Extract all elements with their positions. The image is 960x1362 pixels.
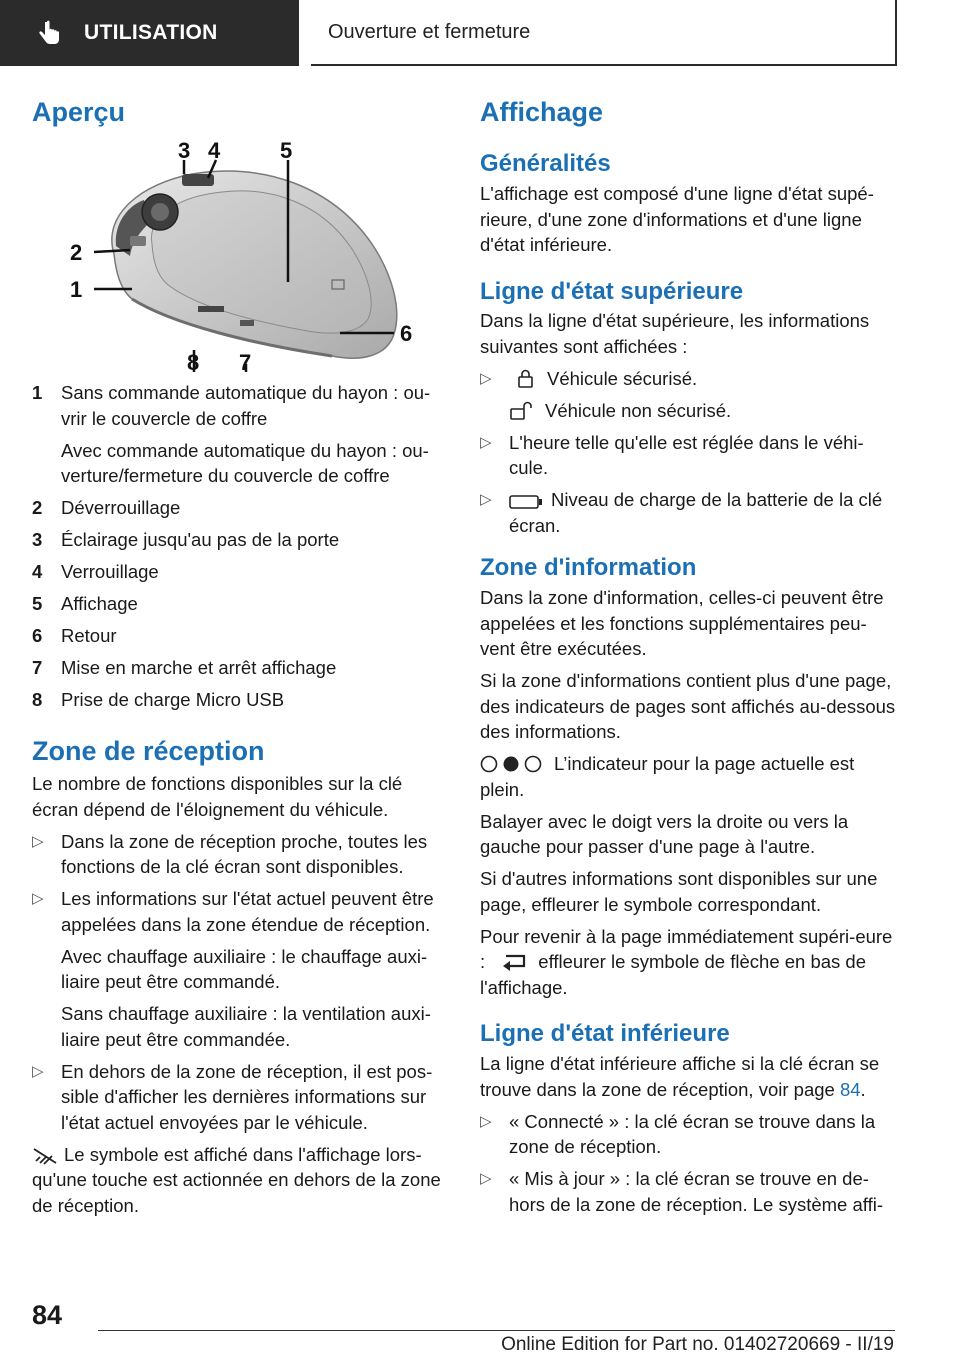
legend-text: Avec commande automatique du hayon : ou-verture/fermeture du couvercle de coffre: [61, 439, 429, 487]
display-key-illustration: [32, 134, 450, 372]
info-paragraph: Si d'autres informations sont disponibles sur une page, effleurer le symbole correspondant.: [480, 868, 878, 915]
callout-5: 5: [280, 138, 293, 164]
legend-item: [32, 559, 450, 585]
left-column: [32, 96, 450, 1218]
legend-text: Sans commande automatique du hayon : ou-vrir le couvercle de coffre: [61, 382, 431, 429]
legend-number: 7: [32, 657, 43, 679]
list-item: [32, 1059, 450, 1136]
list-item: [480, 487, 900, 538]
legend-number: 3: [32, 529, 43, 551]
legend-item: [32, 687, 450, 713]
legend-item: [32, 623, 450, 649]
chapter-tab: [311, 0, 897, 66]
figure-legend: [32, 380, 450, 713]
legend-number: 1: [32, 382, 43, 404]
triangle-bullet-icon: ▷: [480, 433, 492, 451]
legend-item: [32, 527, 450, 553]
list-item: [480, 430, 900, 481]
info-paragraph: effleurer le symbole de flèche en bas de l'affichage.: [480, 951, 867, 998]
legend-text: Mise en marche et arrêt affichage: [61, 657, 337, 679]
bullet-text: Avec chauffage auxiliaire : le chauffage auxi-liaire peut être commandé.: [61, 945, 428, 993]
generalites-text: L'affichage est composé d'une ligne d'état supé-rieure, d'une zone d'informations et d'une ligne d'état inférieure.: [480, 183, 874, 256]
info-paragraph: Dans la zone d'information, celles-ci peuvent être appelées et les fonctions supplémentaires peu-vent être exécutées.: [480, 587, 884, 660]
ligne-sup-intro: Dans la ligne d'état supérieure, les informations suivantes sont affichées :: [480, 310, 870, 357]
legend-number: 5: [32, 593, 43, 615]
back-arrow-icon: [500, 952, 530, 972]
unsecured-text: Véhicule non sécurisé.: [545, 399, 732, 421]
legend-text: Retour: [61, 625, 117, 647]
time-text: L'heure telle qu'elle est réglée dans le véhi-cule.: [509, 431, 864, 479]
callout-7: 7: [239, 350, 252, 373]
heading-affichage: Affichage: [480, 97, 604, 127]
zone-note: [32, 1142, 450, 1219]
legend-text: Éclairage jusqu'au pas de la porte: [61, 529, 340, 551]
ligne-sup-list: [480, 366, 900, 539]
lock-closed-icon: [515, 369, 537, 389]
callout-6: 6: [400, 321, 413, 347]
zone-note-text: Le symbole est affiché dans l'affichage lors-qu'une touche est actionnée en dehors de la zone de réception.: [32, 1143, 441, 1216]
legend-number: 2: [32, 497, 43, 519]
legend-number: 4: [32, 561, 43, 583]
list-item: [32, 886, 450, 1052]
bullet-text: En dehors de la zone de réception, il est pos-sible d'afficher les dernières informations sur l'état actuel envoyées par le véhicule.: [61, 1060, 433, 1133]
right-column: Affichage Généralités L'affichage est composé d'une ligne d'état supé-rieure, d'une zone d'informations et d'une ligne d'état inférieure. Ligne d'état supérieure Dans la ligne d'état supérieure, les informations suivantes sont affichées : ▷ Véhicule sécurisé. Véhicule non sécurisé. ▷ L'heure telle qu'elle est réglée dans le véhi-cule. ▷ Niveau de charge de la batterie de la clé écran. Zone d'information Dans la zone d'information, celles-ci peuvent être appelées et les fonctions supplémentaires peu-vent être exécutées. Si la zone d'informations contient plus d'une page, des indicateurs de pages sont affichés au-dessous des informations. L’indicateur pour la page actuelle est plein. Balayer avec le doigt vers la droite ou vers la gauche pour passer d'une page à l'autre. Si d'autres informations sont disponibles sur une page, effleurer le symbole correspondant. Pour revenir à la page immédiatement supéri-eure : effleurer le symbole de flèche en bas de l'affichage. Ligne d'état inférieure La ligne d'état inférieure affiche si la clé écran se trouve dans la zone de réception, voir page 84. ▷ « Connecté » : la clé écran se trouve dans la zone de réception. ▷ « Mis à jour » : la clé écran se trouve en de-hors de la zone de réception. Le système affi-: [480, 96, 900, 1224]
legend-number: 6: [32, 625, 43, 647]
legend-item: [32, 380, 450, 489]
legend-item: [32, 591, 450, 617]
heading-ligne-superieure: Ligne d'état supérieure: [480, 277, 744, 305]
section-tab: [0, 0, 299, 66]
legend-text: Verrouillage: [61, 561, 159, 583]
callout-2: 2: [70, 240, 83, 266]
heading-generalites: Généralités: [480, 150, 611, 178]
info-paragraph: Si la zone d'informations contient plus d'une page, des indicateurs de pages sont affichés au-dessous des informations.: [480, 670, 896, 743]
heading-apercu: Aperçu: [32, 97, 126, 127]
display-key-figure: [32, 134, 450, 372]
callout-8: 8: [187, 350, 200, 373]
secured-text: Véhicule sécurisé.: [547, 367, 698, 389]
bullet-text: « Mis à jour » : la clé écran se trouve en de-hors de la zone de réception. Le système affi-: [509, 1168, 883, 1215]
legend-item: [32, 655, 450, 681]
battery-icon: [509, 494, 543, 510]
list-item: [480, 1109, 900, 1160]
heading-zone-information: Zone d'information: [480, 554, 697, 582]
info-paragraph: L’indicateur pour la page actuelle est plein.: [480, 753, 855, 800]
ligne-inf-intro: La ligne d'état inférieure affiche si la clé écran se trouve dans la zone de réception, voir page: [480, 1053, 880, 1100]
triangle-bullet-icon: ▷: [480, 491, 492, 509]
bullet-text: Dans la zone de réception proche, toutes les fonctions de la clé écran sont disponibles.: [61, 830, 428, 878]
triangle-bullet-icon: ▷: [480, 1170, 492, 1188]
list-item: [480, 1166, 900, 1217]
list-item: [480, 366, 900, 424]
legend-text: Affichage: [61, 593, 138, 615]
legend-text: Prise de charge Micro USB: [61, 689, 285, 711]
battery-text: Niveau de charge de la batterie de la clé écran.: [509, 489, 883, 536]
no-signal-icon: [32, 1147, 58, 1165]
section-title: UTILISATION: [84, 21, 218, 44]
ligne-inf-list: [480, 1109, 900, 1218]
bullet-text: « Connecté » : la clé écran se trouve dans la zone de réception.: [509, 1110, 876, 1158]
info-paragraph: Balayer avec le doigt vers la droite ou vers la gauche pour passer d'une page à l'autre.: [480, 810, 849, 858]
legend-text: Déverrouillage: [61, 497, 181, 519]
hand-touch-icon: [34, 18, 64, 48]
callout-4: 4: [208, 138, 221, 164]
triangle-bullet-icon: ▷: [480, 1112, 492, 1130]
info-paragraph: Pour revenir à la page immédiatement supéri-eure :: [480, 925, 893, 973]
legend-item: [32, 495, 450, 521]
list-item: [32, 829, 450, 880]
callout-3: 3: [178, 138, 191, 164]
legend-number: 8: [32, 689, 43, 711]
footer-divider: [98, 1330, 895, 1331]
page-link[interactable]: 84: [839, 1078, 861, 1100]
heading-ligne-inferieure: Ligne d'état inférieure: [480, 1020, 730, 1048]
zone-intro: Le nombre de fonctions disponibles sur la clé écran dépend de l'éloignement du véhicule.: [32, 773, 403, 820]
zone-bullet-list: [32, 829, 450, 1136]
edition-text: Online Edition for Part no. 01402720669 - II/19: [501, 1334, 894, 1355]
page-number: 84: [32, 1300, 63, 1330]
heading-zone-reception: Zone de réception: [32, 735, 265, 766]
triangle-bullet-icon: ▷: [32, 832, 44, 850]
lock-open-icon: [509, 401, 537, 421]
callout-1: 1: [70, 277, 83, 303]
triangle-bullet-icon: ▷: [480, 369, 492, 387]
page-indicator-icon: [480, 754, 544, 774]
chapter-title: Ouverture et fermeture: [328, 20, 531, 43]
triangle-bullet-icon: ▷: [32, 890, 44, 908]
bullet-text: Sans chauffage auxiliaire : la ventilation auxi-liaire peut être commandée.: [61, 1003, 431, 1050]
triangle-bullet-icon: ▷: [32, 1062, 44, 1080]
bullet-text: Les informations sur l'état actuel peuvent être appelées dans la zone étendue de réception.: [61, 888, 434, 935]
